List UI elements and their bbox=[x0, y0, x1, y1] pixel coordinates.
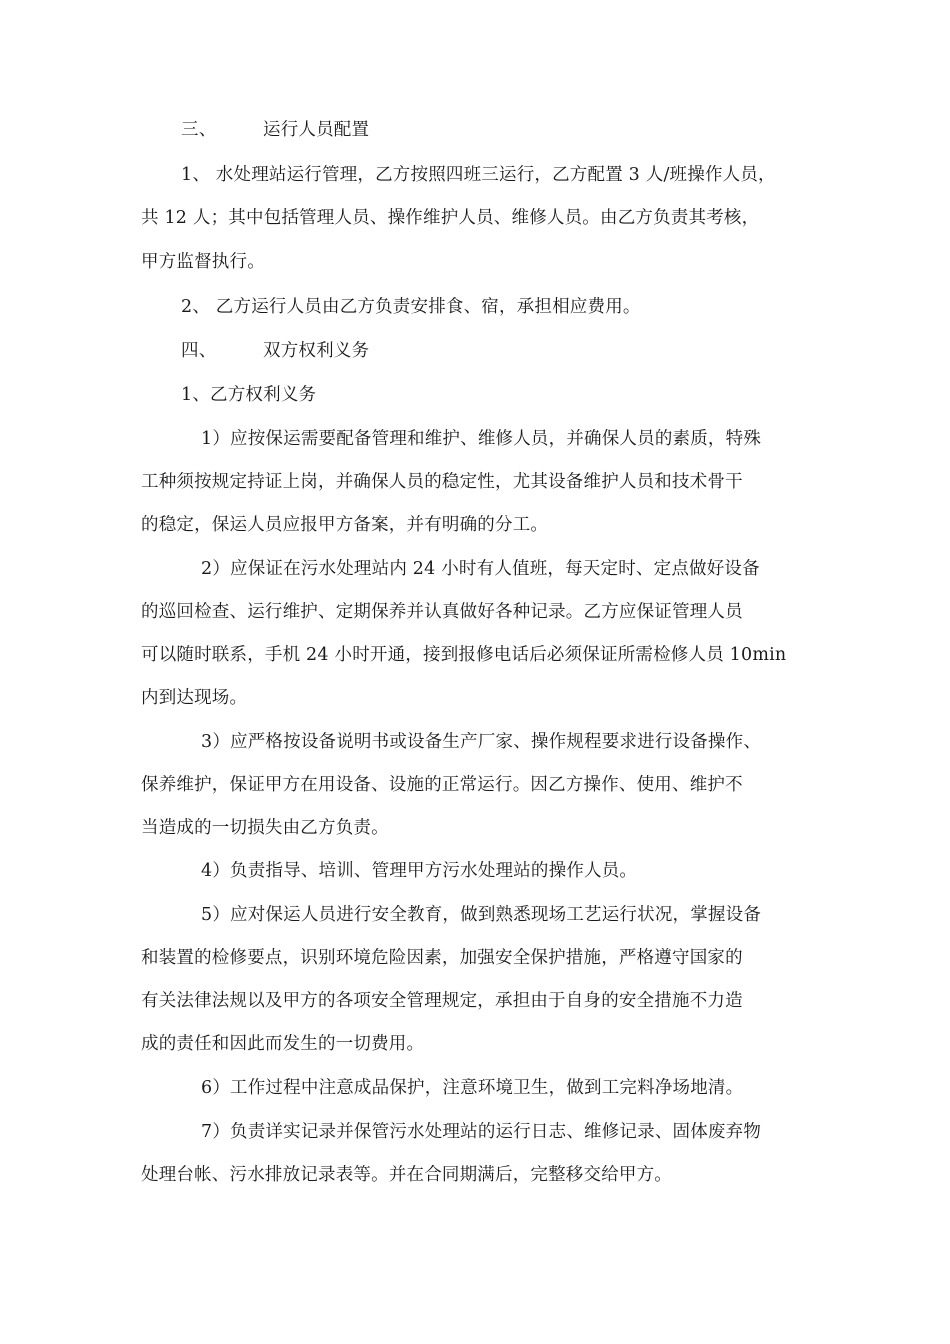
paragraph-line: 5）应对保运人员进行安全教育，做到熟悉现场工艺运行状况，掌握设备 bbox=[201, 905, 762, 925]
sub-heading: 1、乙方权利义务 bbox=[181, 385, 317, 405]
paragraph-line: 共 12 人；其中包括管理人员、操作维护人员、维修人员。由乙方负责其考核， bbox=[141, 208, 760, 228]
paragraph-line: 的稳定，保运人员应报甲方备案，并有明确的分工。 bbox=[141, 515, 549, 535]
paragraph-line: 内到达现场。 bbox=[141, 688, 248, 708]
paragraph-line: 2、 乙方运行人员由乙方负责安排食、宿，承担相应费用。 bbox=[181, 297, 641, 317]
section-number: 三、 bbox=[181, 120, 217, 140]
paragraph-line: 2）应保证在污水处理站内 24 小时有人值班，每天定时、定点做好设备 bbox=[201, 559, 760, 579]
section-title: 双方权利义务 bbox=[263, 341, 370, 361]
paragraph-line: 3）应严格按设备说明书或设备生产厂家、操作规程要求进行设备操作、 bbox=[201, 732, 762, 752]
section-title: 运行人员配置 bbox=[263, 120, 370, 140]
paragraph-line: 保养维护，保证甲方在用设备、设施的正常运行。因乙方操作、使用、维护不 bbox=[141, 775, 743, 795]
paragraph-line: 1、 水处理站运行管理，乙方按照四班三运行，乙方配置 3 人/班操作人员， bbox=[181, 165, 776, 185]
paragraph-line: 成的责任和因此而发生的一切费用。 bbox=[141, 1034, 425, 1054]
paragraph-line: 工种须按规定持证上岗，并确保人员的稳定性，尤其设备维护人员和技术骨干 bbox=[141, 472, 743, 492]
paragraph-line: 可以随时联系，手机 24 小时开通，接到报修电话后必须保证所需检修人员 10min bbox=[141, 645, 787, 665]
section-heading bbox=[181, 339, 369, 363]
paragraph-line: 1）应按保运需要配备管理和维护、维修人员，并确保人员的素质，特殊 bbox=[201, 429, 762, 449]
paragraph-line: 甲方监督执行。 bbox=[141, 252, 265, 272]
section-heading bbox=[181, 118, 369, 142]
paragraph-line: 的巡回检查、运行维护、定期保养并认真做好各种记录。乙方应保证管理人员 bbox=[141, 602, 743, 622]
paragraph-line: 当造成的一切损失由乙方负责。 bbox=[141, 818, 389, 838]
paragraph-line: 有关法律法规以及甲方的各项安全管理规定，承担由于自身的安全措施不力造 bbox=[141, 991, 743, 1011]
paragraph-line: 处理台帐、污水排放记录表等。并在合同期满后，完整移交给甲方。 bbox=[141, 1165, 672, 1185]
section-number: 四、 bbox=[181, 341, 217, 361]
paragraph-line: 7）负责详实记录并保管污水处理站的运行日志、维修记录、固体废弃物 bbox=[201, 1122, 762, 1142]
paragraph-line: 和装置的检修要点，识别环境危险因素，加强安全保护措施，严格遵守国家的 bbox=[141, 948, 743, 968]
paragraph-line: 6）工作过程中注意成品保护，注意环境卫生，做到工完料净场地清。 bbox=[201, 1078, 744, 1098]
paragraph-line: 4）负责指导、培训、管理甲方污水处理站的操作人员。 bbox=[201, 861, 638, 881]
